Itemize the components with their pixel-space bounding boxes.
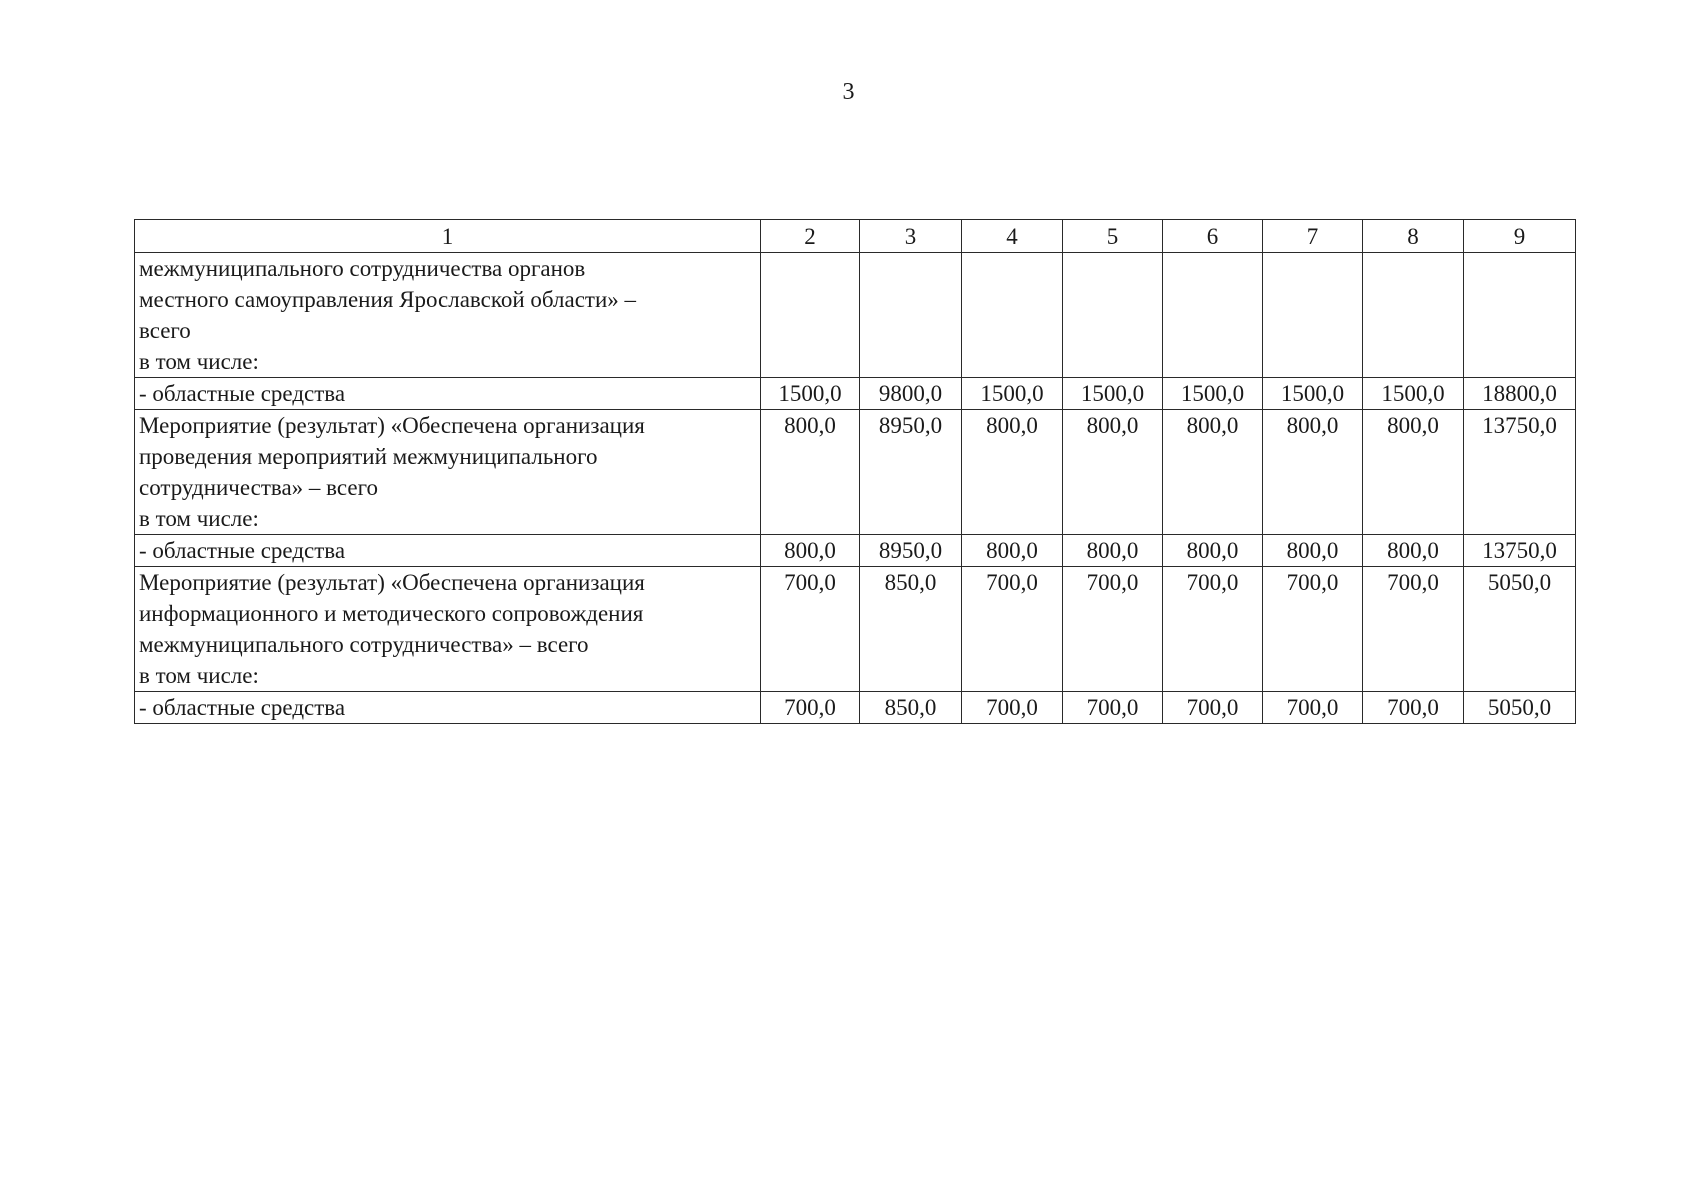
- value-cell: 800,0: [1363, 535, 1464, 567]
- value-cell: 700,0: [761, 692, 860, 724]
- value-cell: 800,0: [761, 535, 860, 567]
- description-line: местного самоуправления Ярославской области» –: [139, 287, 637, 312]
- value-cell: 800,0: [1363, 410, 1464, 535]
- value-cell: 800,0: [962, 410, 1063, 535]
- column-header: 5: [1063, 220, 1163, 253]
- value-cell: 18800,0: [1464, 378, 1576, 410]
- column-header: 7: [1263, 220, 1363, 253]
- row-description: [135, 535, 761, 567]
- page-number: 3: [842, 79, 855, 105]
- description-line: - областные средства: [139, 381, 346, 406]
- value-cell: 800,0: [1163, 410, 1263, 535]
- value-cell: 9800,0: [860, 378, 962, 410]
- row-description: [135, 378, 761, 410]
- value-cell: 800,0: [962, 535, 1063, 567]
- description-line: информационного и методического сопровождения: [139, 601, 644, 626]
- value-cell: 850,0: [860, 567, 962, 692]
- description-line: межмуниципального сотрудничества органов: [139, 256, 586, 281]
- value-cell: 1500,0: [761, 378, 860, 410]
- value-cell: 800,0: [761, 410, 860, 535]
- value-cell: 850,0: [860, 692, 962, 724]
- description-line: в том числе:: [139, 506, 259, 531]
- description-line: - областные средства: [139, 538, 346, 563]
- description-line: сотрудничества» – всего: [139, 475, 378, 500]
- value-cell: 700,0: [1263, 692, 1363, 724]
- description-line: - областные средства: [139, 695, 346, 720]
- value-cell: 700,0: [1163, 692, 1263, 724]
- table-row: [135, 535, 1576, 567]
- value-cell: [761, 253, 860, 378]
- value-cell: 700,0: [1063, 692, 1163, 724]
- row-description: [135, 567, 761, 692]
- column-header: 1: [135, 220, 761, 253]
- value-cell: 700,0: [1163, 567, 1263, 692]
- description-line: Мероприятие (результат) «Обеспечена организация: [139, 570, 645, 595]
- table-row: [135, 410, 1576, 535]
- table-row: [135, 567, 1576, 692]
- description-line: в том числе:: [139, 349, 259, 374]
- column-header: 8: [1363, 220, 1464, 253]
- value-cell: 1500,0: [962, 378, 1063, 410]
- description-line: Мероприятие (результат) «Обеспечена организация: [139, 413, 645, 438]
- value-cell: 5050,0: [1464, 692, 1576, 724]
- table-row: [135, 253, 1576, 378]
- column-header: 9: [1464, 220, 1576, 253]
- description-line: в том числе:: [139, 663, 259, 688]
- value-cell: [860, 253, 962, 378]
- value-cell: 700,0: [1363, 567, 1464, 692]
- value-cell: 800,0: [1063, 535, 1163, 567]
- value-cell: 700,0: [1363, 692, 1464, 724]
- value-cell: [962, 253, 1063, 378]
- value-cell: 13750,0: [1464, 410, 1576, 535]
- column-header: 6: [1163, 220, 1263, 253]
- value-cell: 1500,0: [1363, 378, 1464, 410]
- value-cell: 800,0: [1163, 535, 1263, 567]
- value-cell: 5050,0: [1464, 567, 1576, 692]
- column-header: 4: [962, 220, 1063, 253]
- column-header: 2: [761, 220, 860, 253]
- value-cell: 800,0: [1263, 410, 1363, 535]
- value-cell: 700,0: [962, 567, 1063, 692]
- row-description: [135, 253, 761, 378]
- description-line: всего: [139, 318, 191, 343]
- value-cell: [1464, 253, 1576, 378]
- value-cell: [1263, 253, 1363, 378]
- value-cell: 13750,0: [1464, 535, 1576, 567]
- value-cell: 700,0: [1063, 567, 1163, 692]
- value-cell: [1363, 253, 1464, 378]
- table-row: [135, 378, 1576, 410]
- value-cell: 700,0: [1263, 567, 1363, 692]
- value-cell: [1063, 253, 1163, 378]
- description-line: проведения мероприятий межмуниципального: [139, 444, 598, 469]
- value-cell: 8950,0: [860, 410, 962, 535]
- table-header-row: [135, 220, 1576, 253]
- row-description: [135, 410, 761, 535]
- value-cell: 1500,0: [1263, 378, 1363, 410]
- value-cell: 700,0: [962, 692, 1063, 724]
- row-description: [135, 692, 761, 724]
- table-row: [135, 692, 1576, 724]
- description-line: межмуниципального сотрудничества» – всего: [139, 632, 589, 657]
- value-cell: 1500,0: [1063, 378, 1163, 410]
- column-header: 3: [860, 220, 962, 253]
- value-cell: 1500,0: [1163, 378, 1263, 410]
- value-cell: 800,0: [1263, 535, 1363, 567]
- value-cell: [1163, 253, 1263, 378]
- value-cell: 8950,0: [860, 535, 962, 567]
- budget-table: [134, 219, 1576, 724]
- value-cell: 700,0: [761, 567, 860, 692]
- value-cell: 800,0: [1063, 410, 1163, 535]
